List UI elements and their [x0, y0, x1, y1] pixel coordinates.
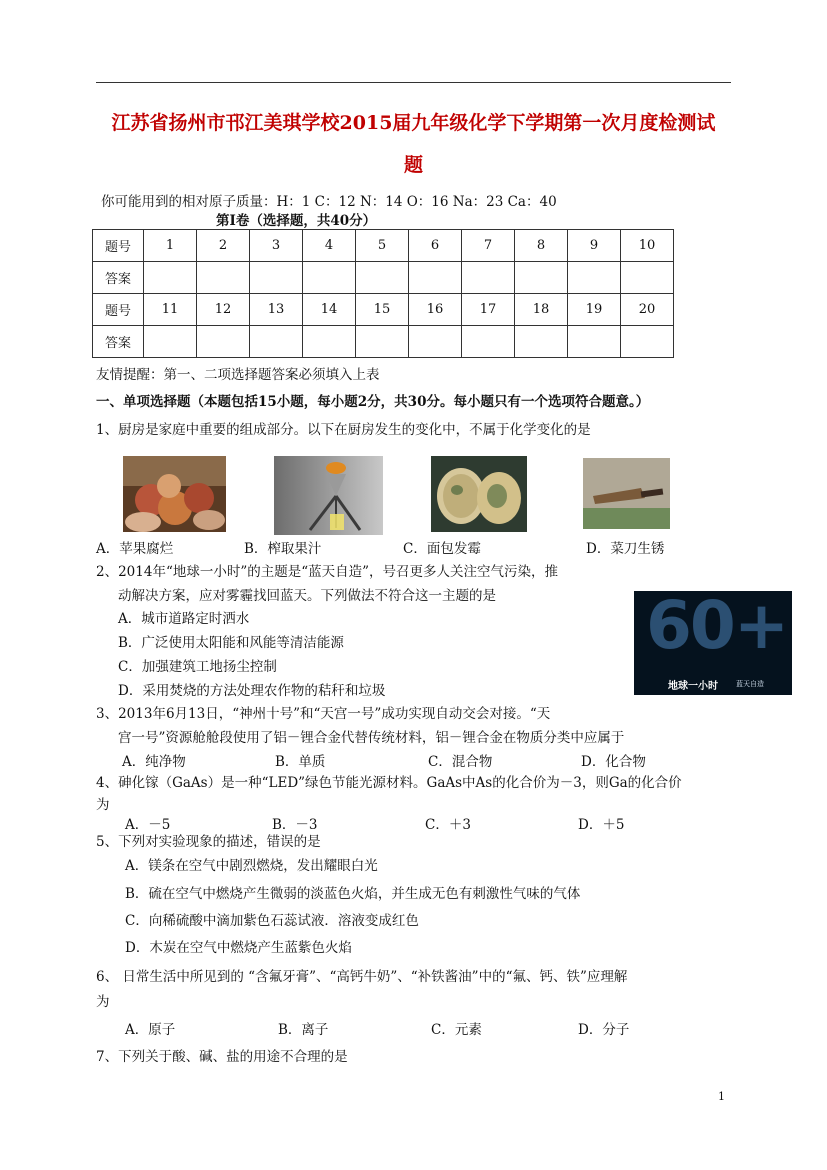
answer-cell[interactable] — [409, 262, 462, 294]
q5-option-c: C．向稀硫酸中滴加紫色石蕊试液．溶液变成红色 — [125, 913, 419, 929]
answer-cell[interactable] — [621, 262, 674, 294]
answer-table — [92, 229, 674, 358]
atomic-masses: 你可能用到的相对原子质量：H：1 C：12 N：14 O：16 Na：23 Ca：40 — [101, 194, 557, 210]
q1-option-a: A．苹果腐烂 — [96, 541, 174, 557]
row-label-number: 题号 — [93, 230, 144, 262]
earth-hour-text: 地球一小时 — [668, 681, 718, 692]
q3-option-c: C．混合物 — [428, 754, 493, 770]
table-row — [93, 326, 674, 358]
q6-stem-line1: 6、 日常生活中所见到的 “含氟牙膏”、“高钙牛奶”、“补铁酱油”中的“氟、钙、铁”应理解 — [96, 969, 628, 985]
question-number-cell: 13 — [250, 294, 303, 326]
q1-option-b: B．榨取果汁 — [244, 541, 322, 557]
question-number-cell: 11 — [144, 294, 197, 326]
rotten-apple-photo — [123, 456, 226, 532]
q2-option-c: C．加强建筑工地扬尘控制 — [118, 659, 277, 675]
q4-option-d: D．＋5 — [578, 817, 625, 833]
q3-option-d: D．化合物 — [581, 754, 646, 770]
q6-stem-line2: 为 — [96, 994, 110, 1010]
q3-stem-line1: 3、2013年6月13日，“神州十号”和“天宫一号”成功实现自动交会对接。“天 — [96, 706, 551, 722]
question-number-cell: 4 — [303, 230, 356, 262]
earth-hour-number: 60+ — [646, 591, 788, 664]
answer-cell[interactable] — [250, 326, 303, 358]
q2-option-a: A．城市道路定时洒水 — [118, 611, 250, 627]
question-number-cell: 1 — [144, 230, 197, 262]
row-label-answer: 答案 — [93, 262, 144, 294]
question-number-cell: 3 — [250, 230, 303, 262]
answer-cell[interactable] — [303, 326, 356, 358]
q3-option-a: A．纯净物 — [122, 754, 186, 770]
q1-option-d: D．菜刀生锈 — [586, 541, 665, 557]
answer-cell[interactable] — [356, 262, 409, 294]
page-title-line1: 江苏省扬州市邗江美琪学校2015届九年级化学下学期第一次月度检测试 — [111, 112, 716, 134]
question-number-cell: 5 — [356, 230, 409, 262]
answer-cell[interactable] — [356, 326, 409, 358]
table-row — [93, 230, 674, 262]
question-number-cell: 15 — [356, 294, 409, 326]
q5-option-a: A．镁条在空气中剧烈燃烧，发出耀眼白光 — [125, 858, 378, 874]
earth-hour-subtext: 蓝天自造 — [736, 680, 764, 688]
rusty-knife-photo — [583, 458, 670, 529]
q3-option-b: B．单质 — [275, 754, 326, 770]
q4-stem-line2: 为 — [96, 797, 110, 813]
section1-header: 第Ⅰ卷（选择题，共40分） — [216, 213, 377, 229]
q4-option-b: B．－3 — [272, 817, 318, 833]
earth-hour-logo — [634, 591, 792, 695]
question-number-cell: 20 — [621, 294, 674, 326]
page-title-line2: 题 — [403, 154, 423, 176]
answer-cell[interactable] — [568, 326, 621, 358]
q6-option-a: A．原子 — [125, 1022, 176, 1038]
q2-stem-line1: 2、2014年“地球一小时”的主题是“蓝天自造”，号召更多人关注空气污染，推 — [96, 564, 559, 580]
question-number-cell: 19 — [568, 294, 621, 326]
q5-option-d: D．木炭在空气中燃烧产生蓝紫色火焰 — [125, 940, 352, 956]
question-number-cell: 2 — [197, 230, 250, 262]
answer-cell[interactable] — [462, 262, 515, 294]
q5-option-b: B．硫在空气中燃烧产生微弱的淡蓝色火焰，并生成无色有刺激性气味的气体 — [125, 886, 581, 902]
q2-option-d: D．采用焚烧的方法处理农作物的秸秆和垃圾 — [118, 683, 386, 699]
question-number-cell: 17 — [462, 294, 515, 326]
header-rule — [96, 82, 731, 83]
q6-option-b: B．离子 — [278, 1022, 329, 1038]
part1-header: 一、单项选择题（本题包括15小题，每小题2分，共30分。每小题只有一个选项符合题意。） — [96, 394, 650, 410]
q6-option-c: C．元素 — [431, 1022, 482, 1038]
q7-stem: 7、下列关于酸、碱、盐的用途不合理的是 — [96, 1049, 348, 1065]
question-number-cell: 16 — [409, 294, 462, 326]
moldy-bread-photo — [431, 456, 527, 532]
question-number-cell: 10 — [621, 230, 674, 262]
answer-cell[interactable] — [144, 262, 197, 294]
reminder-text: 友情提醒：第一、二项选择题答案必须填入上表 — [96, 367, 380, 383]
q2-option-b: B．广泛使用太阳能和风能等清洁能源 — [118, 635, 344, 651]
answer-cell[interactable] — [515, 326, 568, 358]
q1-option-c: C．面包发霉 — [403, 541, 481, 557]
q1-stem: 1、厨房是家庭中重要的组成部分。以下在厨房发生的变化中，不属于化学变化的是 — [96, 422, 591, 438]
answer-cell[interactable] — [197, 326, 250, 358]
question-number-cell: 12 — [197, 294, 250, 326]
row-label-number: 题号 — [93, 294, 144, 326]
question-number-cell: 18 — [515, 294, 568, 326]
answer-cell[interactable] — [197, 262, 250, 294]
q5-stem: 5、下列对实验现象的描述，错误的是 — [96, 834, 321, 850]
answer-cell[interactable] — [409, 326, 462, 358]
q6-option-d: D．分子 — [578, 1022, 630, 1038]
question-number-cell: 9 — [568, 230, 621, 262]
q4-stem-line1: 4、砷化镓（GaAs）是一种“LED”绿色节能光源材料。GaAs中As的化合价为－3，则Ga的化合价 — [96, 775, 682, 791]
answer-cell[interactable] — [250, 262, 303, 294]
answer-cell[interactable] — [303, 262, 356, 294]
row-label-answer: 答案 — [93, 326, 144, 358]
q4-option-a: A．－5 — [125, 817, 171, 833]
q4-option-c: C．＋3 — [425, 817, 471, 833]
page-number: 1 — [718, 1090, 725, 1103]
table-row — [93, 294, 674, 326]
answer-cell[interactable] — [144, 326, 197, 358]
q3-stem-line2: 宫一号”资源舱舱段使用了铝－锂合金代替传统材料，铝－锂合金在物质分类中应属于 — [118, 730, 625, 746]
question-number-cell: 14 — [303, 294, 356, 326]
table-row — [93, 262, 674, 294]
juicer-photo — [274, 456, 383, 535]
q2-stem-line2: 动解决方案，应对雾霾找回蓝天。下列做法不符合这一主题的是 — [118, 588, 496, 604]
answer-cell[interactable] — [462, 326, 515, 358]
answer-cell[interactable] — [621, 326, 674, 358]
question-number-cell: 8 — [515, 230, 568, 262]
question-number-cell: 7 — [462, 230, 515, 262]
answer-cell[interactable] — [515, 262, 568, 294]
answer-cell[interactable] — [568, 262, 621, 294]
question-number-cell: 6 — [409, 230, 462, 262]
